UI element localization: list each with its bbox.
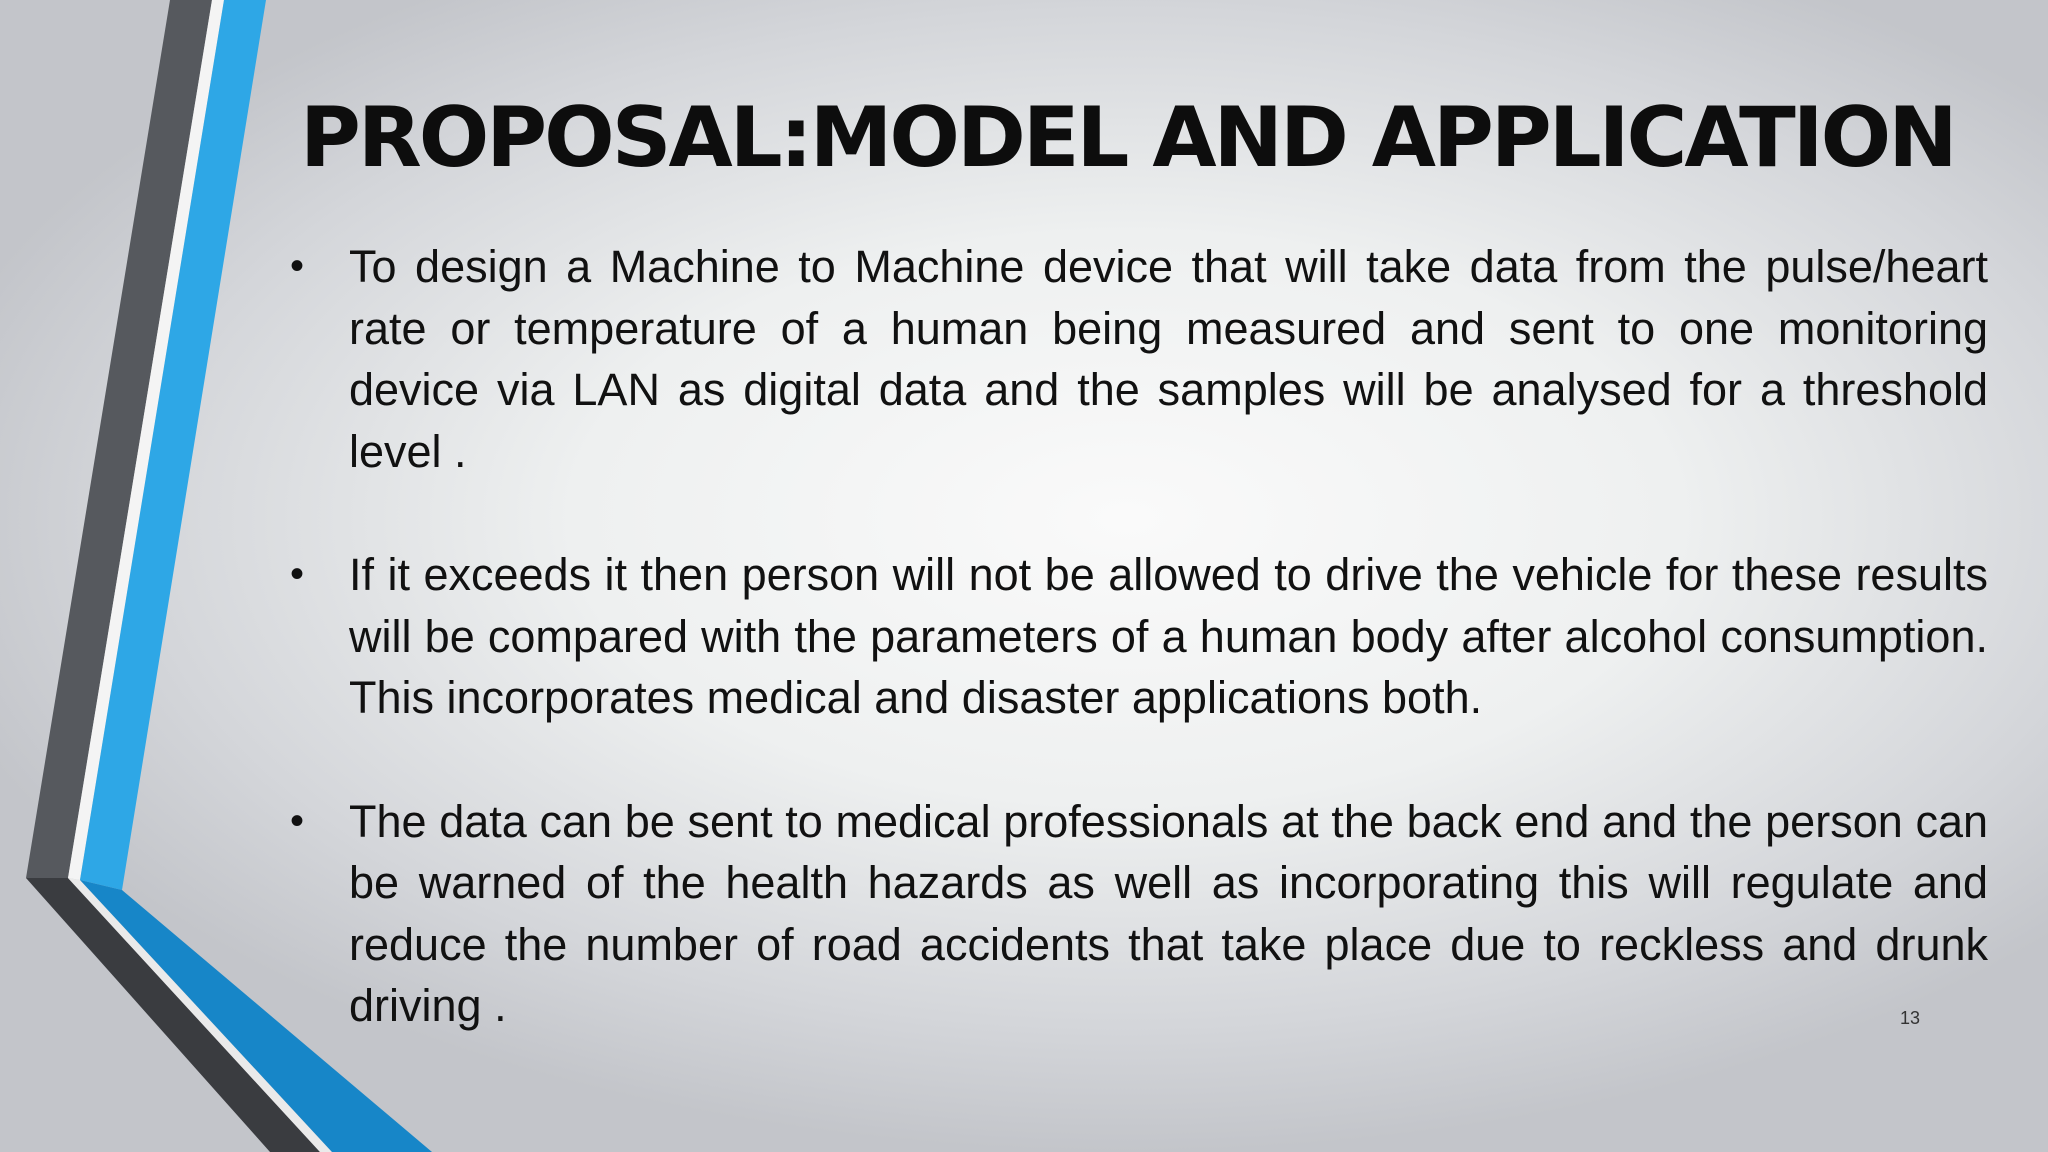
- bullet-item: [280, 236, 1988, 482]
- bullet-text: The data can be sent to medical professionals at the back end and the person can be warned of the health hazards as well as incorporating this will regulate and reduce the number of road accidents that take place due to reckless and drunk driving .: [349, 795, 1988, 1031]
- bullet-dot-icon: •: [290, 798, 305, 843]
- bullet-item: [280, 791, 1988, 1037]
- slide-title: PROPOSAL:MODEL AND APPLICATION: [300, 89, 1955, 186]
- gray-stripe-lower: [26, 878, 320, 1152]
- white-divider-stripe: [68, 0, 224, 880]
- bullet-item: [280, 544, 1988, 729]
- bullet-dot-icon: •: [290, 244, 305, 288]
- bullet-dot-icon: •: [290, 552, 305, 596]
- bullet-text: If it exceeds it then person will not be allowed to drive the vehicle for these results will be compared with the parameters of a human body after alcohol consumption. This incorporates medical and disaster applications both.: [349, 549, 1988, 723]
- bullet-list: [280, 236, 1988, 1099]
- page-number: 13: [1899, 1008, 1921, 1028]
- bullet-text: To design a Machine to Machine device that will take data from the pulse/heart rate or temperature of a human being measured and sent to one monitoring device via LAN as digital data and the samples will be analysed for a threshold level .: [349, 241, 1988, 477]
